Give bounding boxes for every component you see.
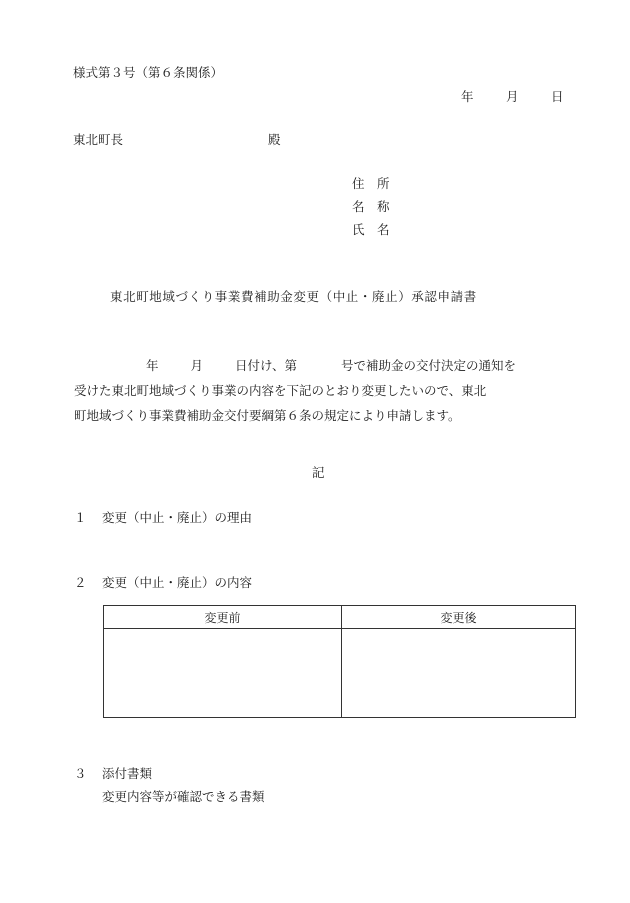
body-year: 年 bbox=[146, 358, 159, 373]
body-line-1-rest: 号で補助金の交付決定の通知を bbox=[341, 358, 517, 373]
form-number: 様式第３号（第６条関係） bbox=[73, 65, 224, 80]
section-3-heading: 添付書類 bbox=[102, 766, 153, 781]
document-title: 東北町地域づくり事業費補助金変更（中止・廃止）承認申請書 bbox=[110, 289, 477, 304]
after-change-cell[interactable] bbox=[342, 629, 576, 718]
section-1-heading: 変更（中止・廃止）の理由 bbox=[102, 510, 253, 525]
applicant-org-label: 名 称 bbox=[352, 199, 390, 214]
date-year-label: 年 bbox=[461, 89, 474, 104]
date-day-label: 日 bbox=[551, 89, 564, 104]
section-1-number: １ bbox=[74, 510, 87, 525]
date-month-label: 月 bbox=[506, 89, 519, 104]
attachment-item: 変更内容等が確認できる書類 bbox=[102, 789, 265, 804]
body-line-1 bbox=[74, 353, 564, 378]
body-month: 月 bbox=[190, 358, 204, 373]
change-content-table bbox=[103, 605, 576, 718]
addressee-honorific: 殿 bbox=[268, 132, 281, 147]
section-2-heading: 変更（中止・廃止）の内容 bbox=[102, 575, 253, 590]
before-change-header: 変更前 bbox=[104, 606, 342, 629]
applicant-address-label: 住 所 bbox=[352, 176, 390, 191]
section-3-number: ３ bbox=[74, 766, 87, 781]
body-line-2: 受けた東北町地域づくり事業の内容を下記のとおり変更したいので、東北 bbox=[74, 383, 487, 398]
addressee-name: 東北町長 bbox=[73, 132, 124, 147]
applicant-person-label: 氏 名 bbox=[352, 222, 390, 237]
before-change-cell[interactable] bbox=[104, 629, 342, 718]
body-line-3: 町地域づくり事業費補助金交付要綱第６条の規定により申請します。 bbox=[74, 408, 461, 423]
section-2-number: ２ bbox=[74, 575, 87, 590]
ki-heading: 記 bbox=[312, 465, 325, 480]
body-date-suffix: 日付け、第 bbox=[235, 358, 298, 373]
after-change-header: 変更後 bbox=[342, 606, 576, 629]
body-paragraph bbox=[74, 353, 564, 428]
